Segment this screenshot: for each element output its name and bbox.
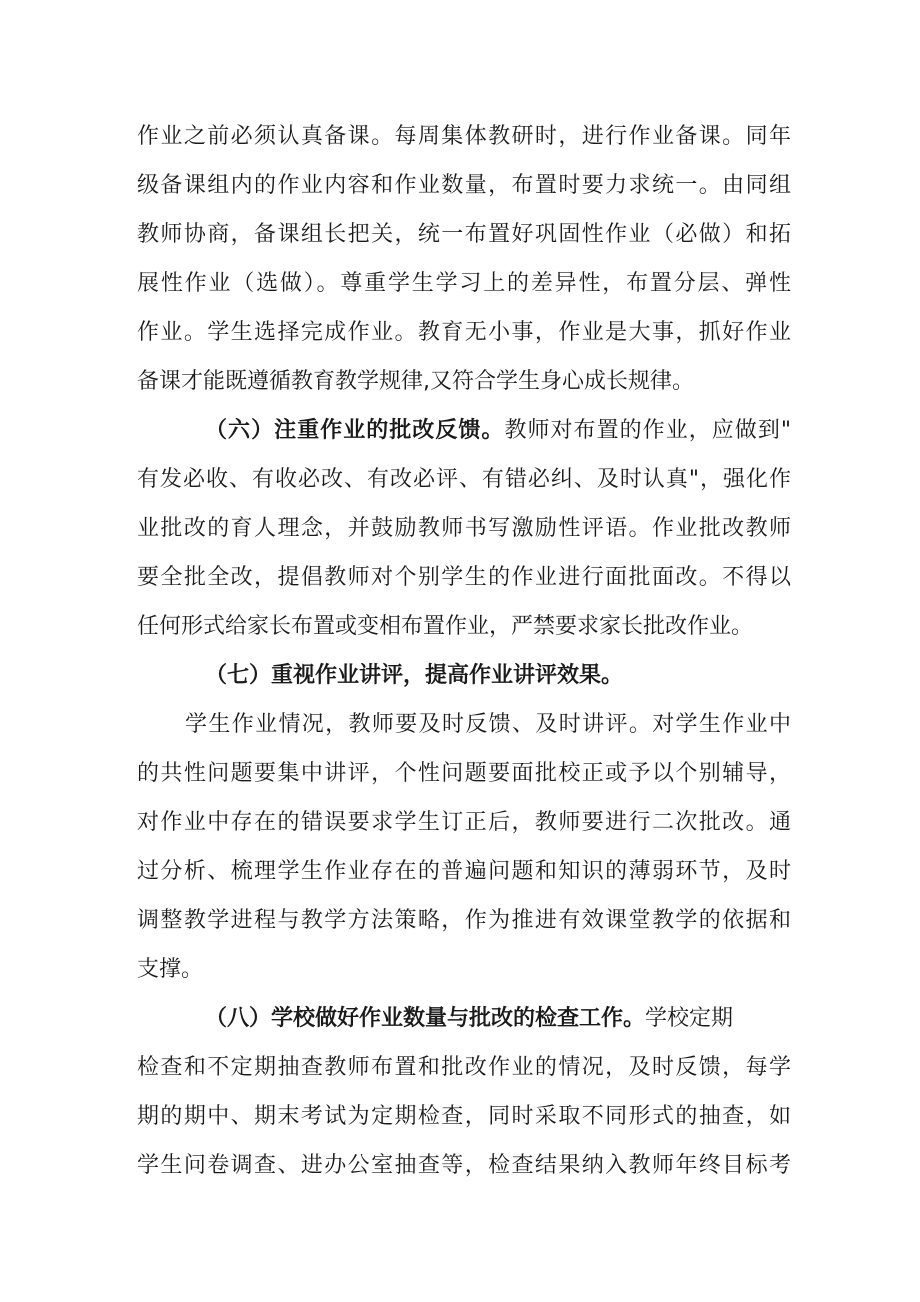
paragraph-1-line-6: 备课才能既遵循教育教学规律,又符合学生身心成长规律。 [137, 369, 694, 394]
paragraph-1-line-2: 级备课组内的作业内容和作业数量，布置时要力求统一。由同组 [137, 173, 791, 198]
paragraph-2-line-3: 业批改的育人理念，并鼓励教师书写激励性评语。作业批改教师 [137, 516, 791, 541]
paragraph-2-line-4: 要全批全改，提倡教师对个别学生的作业进行面批面改。不得以 [137, 565, 791, 590]
paragraph-4-line-6: 支撑。 [137, 957, 204, 982]
paragraph-5-line-4: 学生问卷调查、进办公室抽查等，检查结果纳入教师年终目标考 [137, 1153, 791, 1178]
paragraph-5-line-2: 检查和不定期抽查教师布置和批改作业的情况，及时反馈，每学 [137, 1055, 791, 1080]
paragraph-4-line-1: 学生作业情况，教师要及时反馈、及时讲评。对学生作业中 [185, 712, 791, 737]
section-heading-six: （六）注重作业的批改反馈。 [205, 418, 505, 443]
paragraph-5-line-1-text: 学校定期 [645, 1006, 734, 1031]
paragraph-2-line-1-text: 教师对布置的作业，应做到" [504, 418, 791, 443]
paragraph-5-line-1 [205, 1004, 791, 1034]
paragraph-4-line-3: 对作业中存在的错误要求学生订正后，教师要进行二次批改。通 [137, 810, 791, 835]
paragraph-1-line-3: 教师协商，备课组长把关，统一布置好巩固性作业（必做）和拓 [137, 222, 791, 247]
paragraph-4-line-5: 调整教学进程与教学方法策略，作为推进有效课堂教学的依据和 [137, 908, 791, 933]
paragraph-1-line-4: 展性作业（选做）。尊重学生学习上的差异性，布置分层、弹性 [137, 271, 791, 296]
paragraph-4-line-4: 过分析、梳理学生作业存在的普遍问题和知识的薄弱环节，及时 [137, 859, 791, 884]
section-heading-seven: （七）重视作业讲评，提高作业讲评效果。 [205, 663, 624, 688]
paragraph-1-line-1: 作业之前必须认真备课。每周集体教研时，进行作业备课。同年 [137, 124, 791, 149]
paragraph-4-line-2: 的共性问题要集中讲评，个性问题要面批校正或予以个别辅导， [137, 761, 791, 786]
paragraph-1-line-5: 作业。学生选择完成作业。教育无小事，作业是大事，抓好作业 [137, 320, 791, 345]
paragraph-2-line-1 [205, 416, 791, 446]
section-heading-eight: （八）学校做好作业数量与批改的检查工作。 [205, 1006, 646, 1031]
paragraph-5-line-3: 期的期中、期末考试为定期检查，同时采取不同形式的抽查，如 [137, 1104, 791, 1129]
paragraph-2-line-2: 有发必收、有收必改、有改必评、有错必纠、及时认真"，强化作 [137, 467, 791, 492]
paragraph-2-line-5: 任何形式给家长布置或变相布置作业，严禁要求家长批改作业。 [137, 614, 754, 639]
